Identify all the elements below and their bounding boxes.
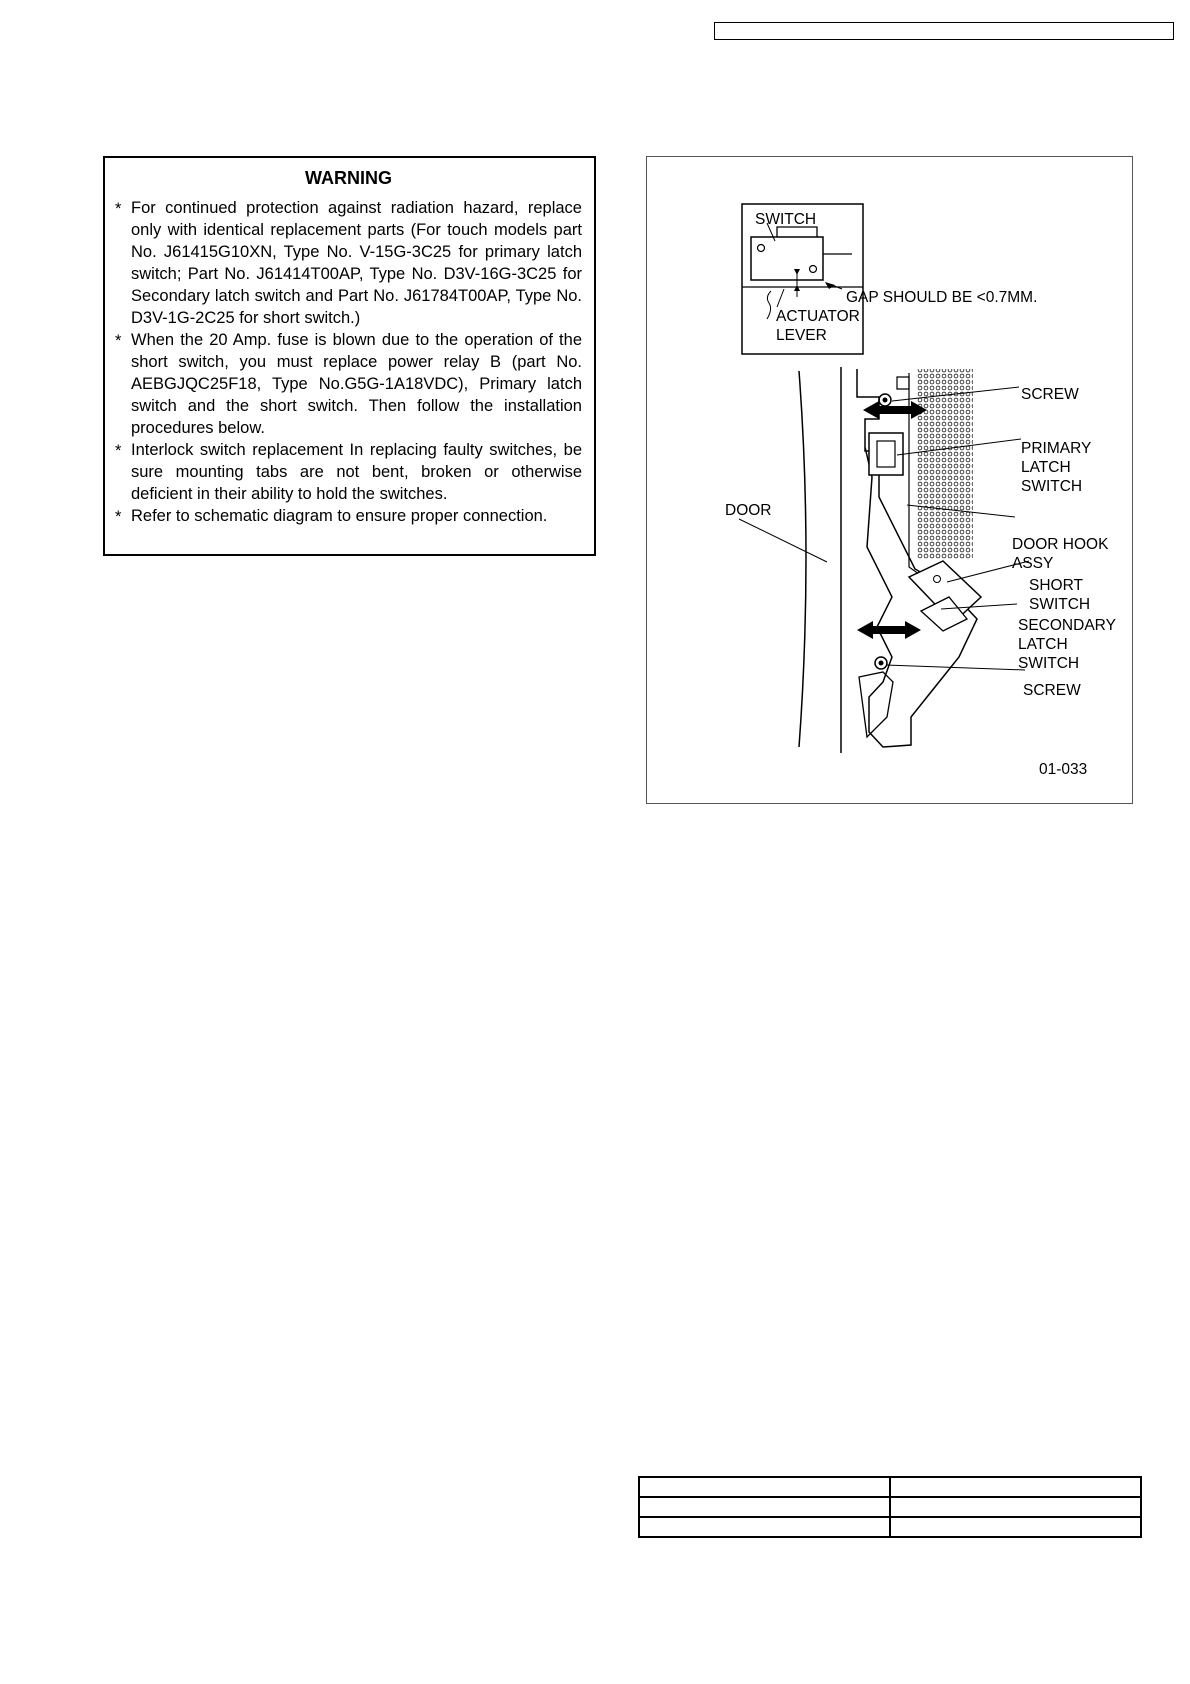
primary-latch-switch: [869, 433, 903, 475]
table-cell: [890, 1497, 1141, 1517]
bullet: *: [115, 508, 122, 526]
label-primary-2: LATCH: [1021, 459, 1071, 476]
bullet: *: [115, 332, 122, 350]
table-cell: [639, 1497, 890, 1517]
warning-text: When the 20 Amp. fuse is blown due to the operation of the short switch, you must replace power relay B (part No. AEBGJQC25F18, Type No.G5G-1A18VDC), Primary latch switch and the short switch. Then follow the installation procedures below.: [131, 331, 582, 437]
bullet: *: [115, 442, 122, 460]
warning-text: Refer to schematic diagram to ensure proper connection.: [131, 507, 548, 525]
figure-drawing: [647, 157, 1134, 805]
label-figure-id: 01-033: [1039, 761, 1088, 778]
label-screw-bottom: SCREW: [1023, 682, 1081, 699]
label-primary-1: PRIMARY: [1021, 440, 1092, 457]
warning-text: Interlock switch replacement In replacing faulty switches, be sure mounting tabs are not bent, broken or otherwise deficient in their ability to hold the switches.: [131, 441, 582, 503]
interlock-switch-figure: [646, 156, 1133, 804]
warning-item: [115, 197, 582, 329]
warning-item: [115, 505, 582, 528]
label-switch: SWITCH: [755, 211, 817, 228]
warning-list: [115, 197, 582, 528]
table-cell: [890, 1517, 1141, 1537]
warning-item: [115, 329, 582, 439]
header-box: [714, 22, 1174, 40]
warning-item: [115, 439, 582, 505]
label-hook-1: DOOR HOOK: [1012, 536, 1109, 553]
label-screw-top: SCREW: [1021, 386, 1079, 403]
label-short-1: SHORT: [1029, 577, 1083, 594]
label-short-2: SWITCH: [1029, 596, 1091, 613]
label-primary-3: SWITCH: [1021, 478, 1083, 495]
screw-top-center: [883, 398, 888, 403]
warning-text: For continued protection against radiation hazard, replace only with identical replacement parts (For touch models part No. J61415G10XN, Type No. V-15G-3C25 for primary latch switch; Part No. J61414T00AP, Type No. D3V-16G-3C25 for Secondary latch switch and Part No. J61784T00AP, Type No. D3V-1G-2C25 for short switch.): [131, 199, 582, 327]
door-panel: [739, 367, 841, 753]
label-secondary-1: SECONDARY: [1018, 617, 1116, 634]
label-actuator-2: LEVER: [776, 327, 827, 344]
double-arrow-bottom: [857, 621, 921, 639]
screw-bottom-center: [879, 661, 884, 666]
table-row: [639, 1477, 1141, 1497]
warning-box: [103, 156, 596, 556]
table-cell: [639, 1517, 890, 1537]
table-row: [639, 1497, 1141, 1517]
warning-title: WARNING: [305, 168, 392, 188]
label-actuator-1: ACTUATOR: [776, 308, 860, 325]
table-cell: [639, 1477, 890, 1497]
label-gap: GAP SHOULD BE <0.7MM.: [846, 289, 1038, 306]
bottom-table: [638, 1476, 1142, 1538]
label-hook-2: ASSY: [1012, 555, 1054, 572]
table-row: [639, 1517, 1141, 1537]
label-secondary-3: SWITCH: [1018, 655, 1080, 672]
bullet: *: [115, 200, 122, 218]
table-cell: [890, 1477, 1141, 1497]
label-door: DOOR: [725, 502, 772, 519]
secondary-latch-switch: [909, 561, 981, 631]
label-secondary-2: LATCH: [1018, 636, 1068, 653]
